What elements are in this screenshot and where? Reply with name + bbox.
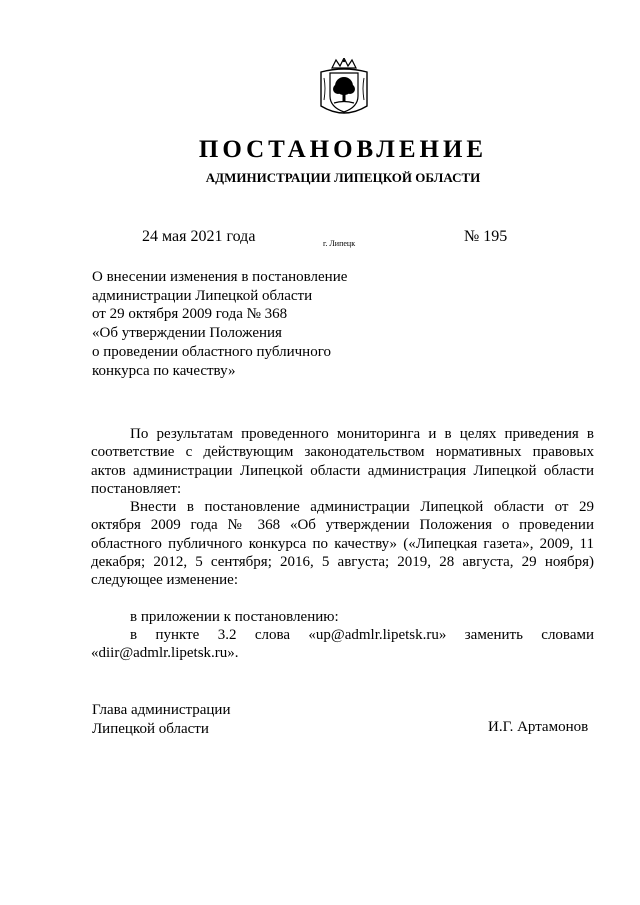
- coat-of-arms-emblem: [317, 58, 371, 120]
- subject-line: О внесении изменения в постановление: [92, 269, 348, 285]
- document-subject: [92, 268, 347, 380]
- signatory-position: [92, 701, 230, 738]
- document-date: 24 мая 2021 года: [142, 228, 256, 245]
- subject-line: «Об утверждении Положения: [92, 325, 282, 342]
- subject-line: конкурса по качеству»: [92, 362, 236, 379]
- document-title: ПОСТАНОВЛЕНИЕ: [198, 136, 488, 163]
- signatory-position-line: Липецкой области: [92, 720, 209, 737]
- body-paragraph: в приложении к постановлению:: [130, 608, 339, 625]
- document-body: [91, 425, 594, 663]
- signatory-position-line: Глава администрации: [92, 702, 231, 718]
- document-number: № 195: [464, 228, 508, 245]
- signatory-name: И.Г. Артамонов: [488, 719, 589, 735]
- body-paragraph: По результатам проведенного мониторинга и в целях приведения в соответствие с действующим законодательством нормативных правовых актов администрации Липецкой области администрация Липецкой области постановляет:: [91, 426, 594, 497]
- subject-line: администрации Липецкой области: [92, 287, 313, 304]
- subject-line: от 29 октября 2009 года № 368: [92, 306, 288, 323]
- document-place: г. Липецк: [323, 239, 356, 248]
- body-paragraph: Внести в постановление администрации Липецкой области от 29 октября 2009 года № 368 «Об утверждении Положения о проведении областного публичного конкурса по качеству» («Липецкая газета», 2009, 11 декабря; 2012, 5 сентября; 2016, 5 августа; 2019, 28 августа, 29 ноября) следующее изменение:: [91, 499, 594, 589]
- body-paragraph: в пункте 3.2 слова «up@admlr.lipetsk.ru» заменить словами «diir@admlr.lipetsk.ru».: [91, 626, 594, 662]
- subject-line: о проведении областного публичного: [92, 343, 331, 360]
- document-subtitle: АДМИНИСТРАЦИИ ЛИПЕЦКОЙ ОБЛАСТИ: [205, 170, 481, 185]
